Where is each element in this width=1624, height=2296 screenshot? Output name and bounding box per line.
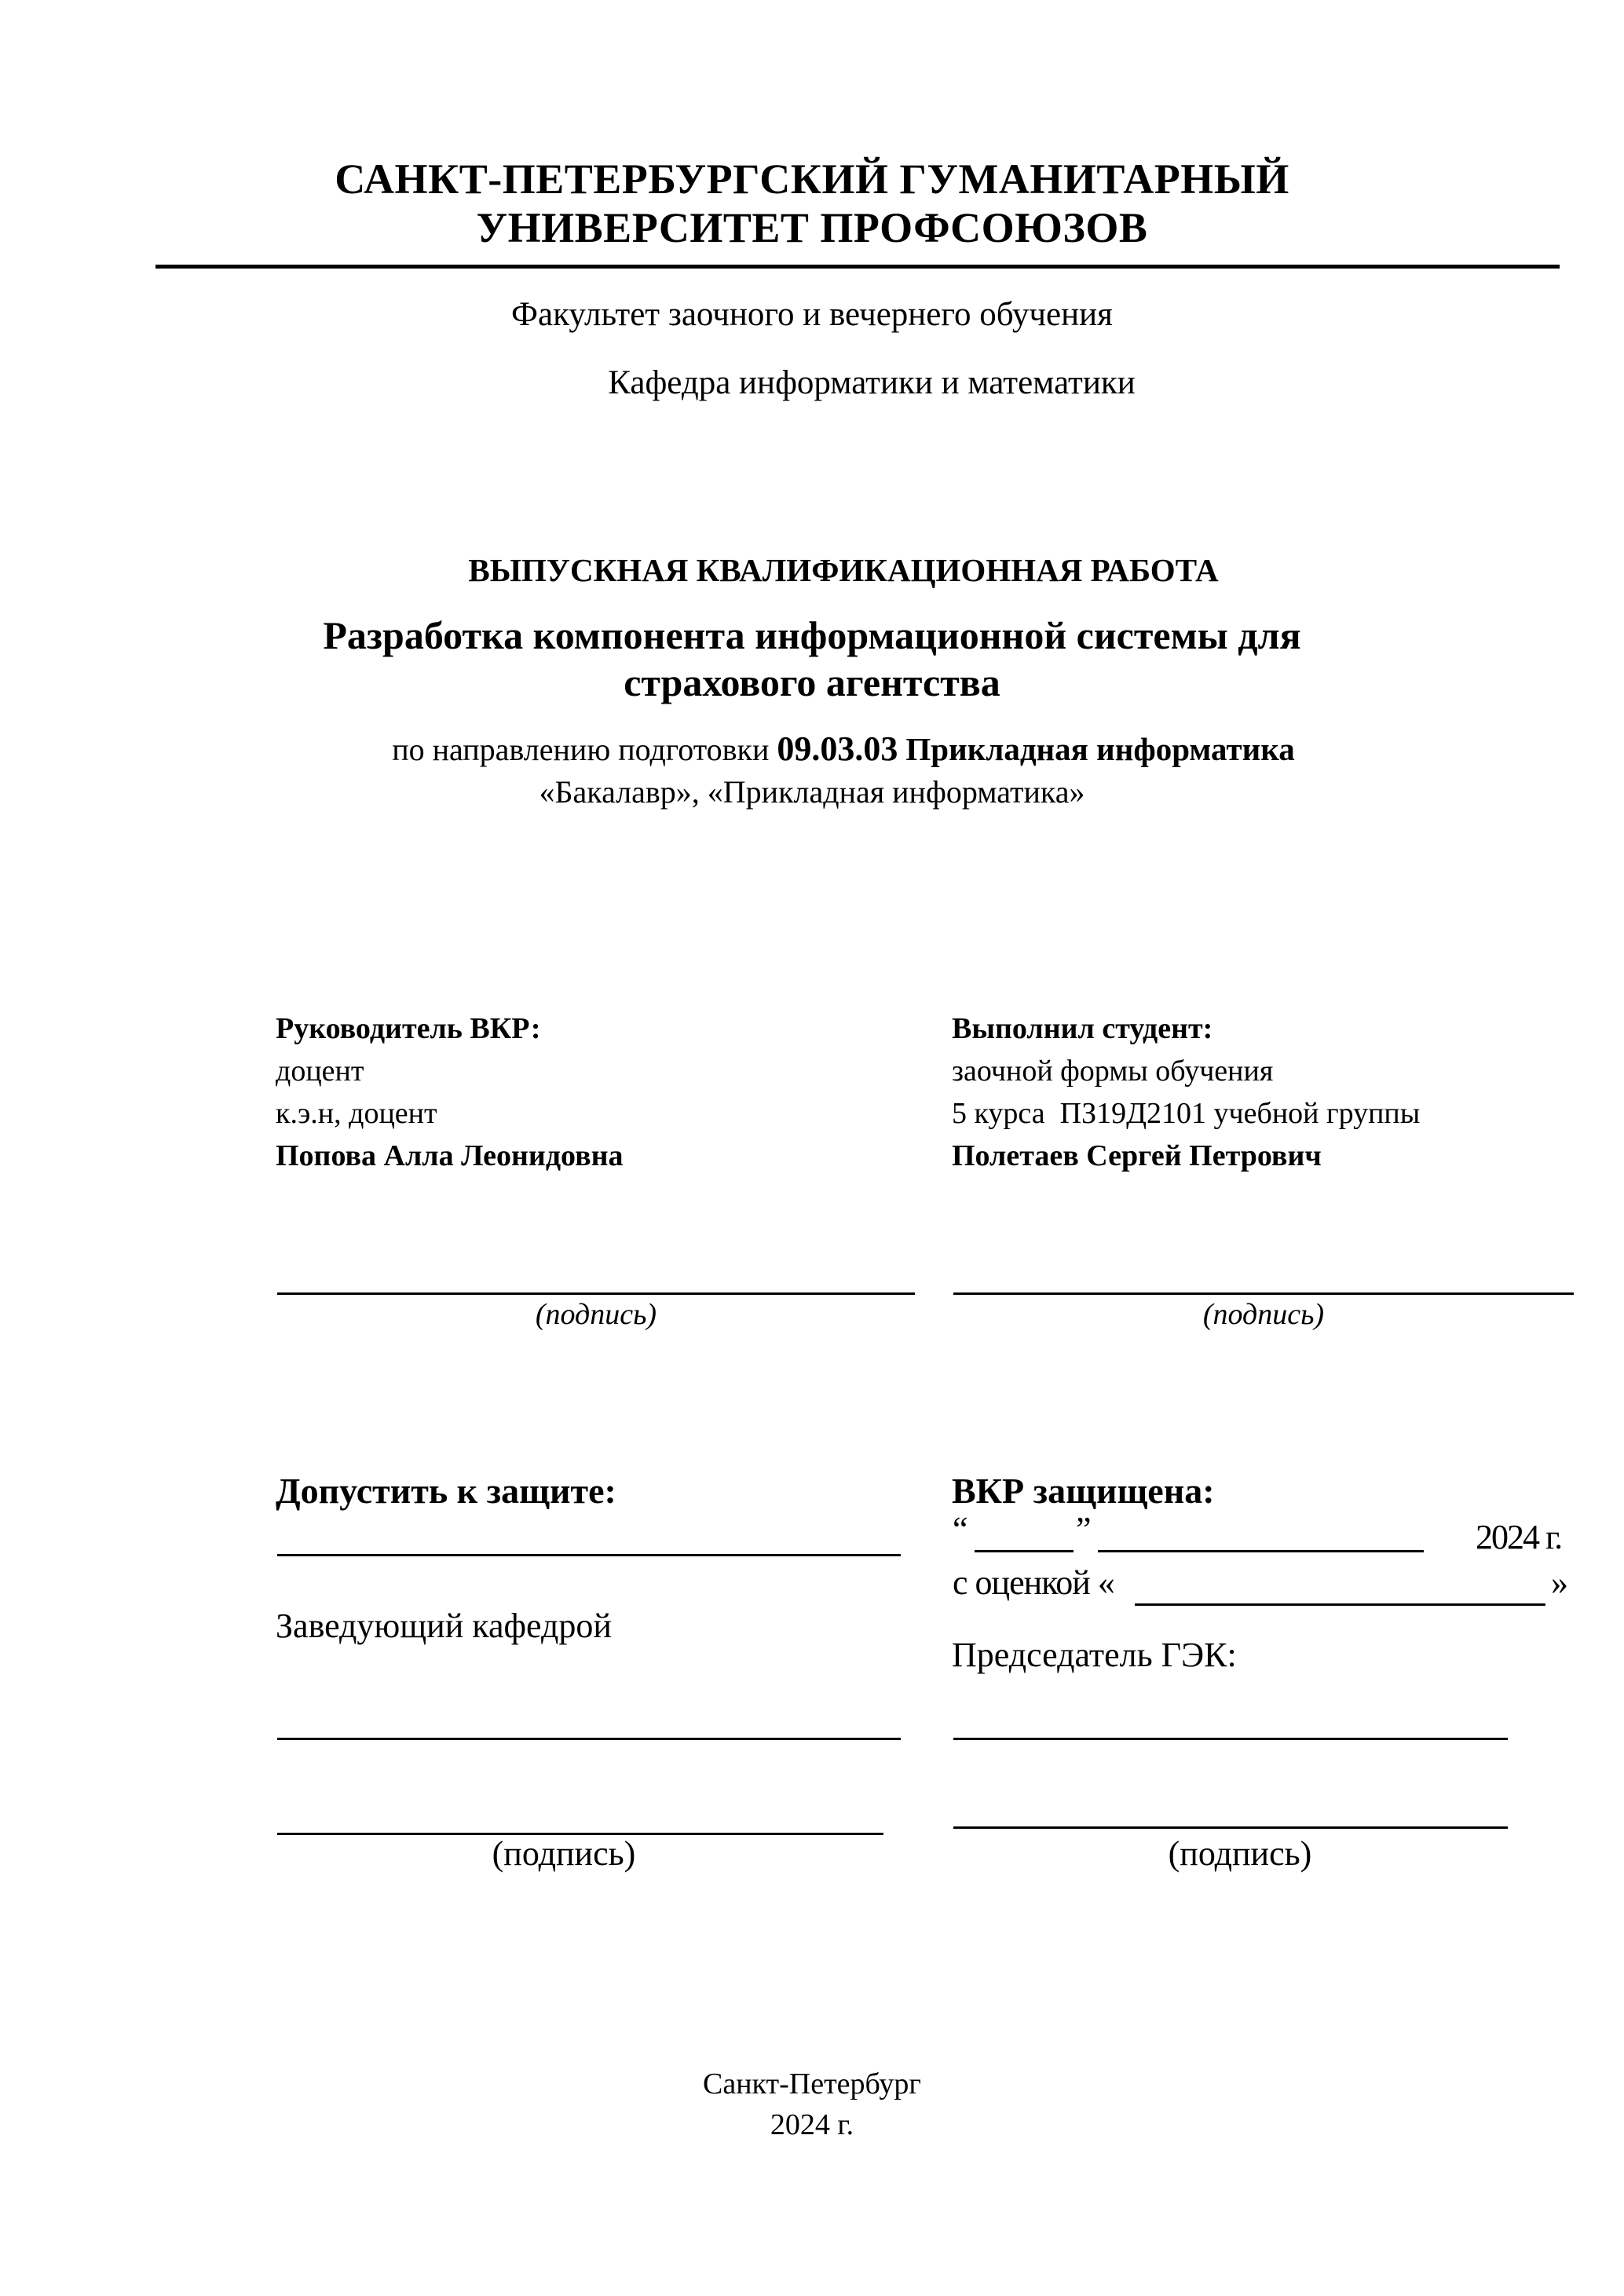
admission-signature-label: (подпись) bbox=[492, 1834, 636, 1873]
grade-line bbox=[1135, 1603, 1545, 1606]
student-name: Полетаев Сергей Петрович bbox=[952, 1139, 1322, 1172]
direction-name: Прикладная информатика bbox=[905, 731, 1295, 767]
study-direction bbox=[31, 729, 1624, 769]
defense-heading: ВКР защищена: bbox=[952, 1471, 1215, 1511]
admission-heading: Допустить к защите: bbox=[276, 1471, 616, 1511]
student-course-group bbox=[952, 1092, 1420, 1135]
faculty-name: Факультет заочного и вечернего обучения bbox=[511, 296, 1113, 333]
chairman-line-1 bbox=[953, 1738, 1508, 1740]
header-divider bbox=[155, 265, 1560, 269]
student-group: ПЗ19Д2101 bbox=[1059, 1097, 1207, 1130]
admission-line-2 bbox=[277, 1738, 901, 1740]
footer-year: 2024 г. bbox=[770, 2108, 854, 2141]
topic-line2: страхового агентства bbox=[624, 660, 1000, 704]
supervisor-heading: Руководитель ВКР: bbox=[276, 1012, 541, 1045]
supervisor-degree: к.э.н, доцент bbox=[276, 1097, 437, 1130]
grade-prefix: с оценкой « bbox=[953, 1563, 1114, 1602]
head-of-department-label: Заведующий кафедрой bbox=[276, 1607, 612, 1645]
supervisor-name: Попова Алла Леонидовна bbox=[276, 1139, 624, 1172]
grade-suffix: » bbox=[1551, 1563, 1568, 1602]
supervisor-block bbox=[276, 1007, 624, 1177]
student-heading: Выполнил студент: bbox=[952, 1012, 1213, 1045]
supervisor-signature-label: (подпись) bbox=[535, 1298, 657, 1331]
student-course: 5 курса bbox=[952, 1097, 1045, 1130]
university-name-line2: УНИВЕРСИТЕТ ПРОФСОЮЗОВ bbox=[476, 204, 1148, 251]
study-profile: «Бакалавр», «Прикладная информатика» bbox=[539, 774, 1085, 810]
gek-chairman-label: Председатель ГЭК: bbox=[952, 1636, 1237, 1674]
date-close-quote: ” bbox=[1076, 1510, 1092, 1548]
student-group-suffix: учебной группы bbox=[1213, 1097, 1421, 1130]
topic-line1: Разработка компонента информационной системы для bbox=[323, 613, 1301, 657]
student-signature-label: (подпись) bbox=[1202, 1298, 1325, 1331]
department-name: Кафедра информатики и математики bbox=[608, 364, 1136, 401]
direction-code: 09.03.03 bbox=[777, 729, 898, 768]
work-type: ВЫПУСКНАЯ КВАЛИФИКАЦИОННАЯ РАБОТА bbox=[468, 552, 1219, 588]
chairman-signature-label: (подпись) bbox=[1168, 1834, 1312, 1873]
date-month-line bbox=[1098, 1550, 1424, 1552]
chairman-signature-line bbox=[953, 1826, 1508, 1829]
supervisor-position: доцент bbox=[276, 1055, 364, 1088]
supervisor-signature-line bbox=[277, 1292, 915, 1295]
student-form: заочной формы обучения bbox=[952, 1055, 1274, 1088]
direction-prefix: по направлению подготовки bbox=[392, 732, 770, 767]
date-day-line bbox=[975, 1550, 1074, 1552]
defense-year: 2024 г. bbox=[1476, 1518, 1562, 1556]
admission-line-1 bbox=[277, 1554, 901, 1556]
footer-city: Санкт-Петербург bbox=[702, 2067, 922, 2100]
date-open-quote: “ bbox=[953, 1510, 968, 1548]
student-block bbox=[952, 1007, 1420, 1177]
student-signature-line bbox=[953, 1292, 1574, 1295]
university-name-line1: САНКТ-ПЕТЕРБУРГСКИЙ ГУМАНИТАРНЫЙ bbox=[335, 155, 1289, 203]
